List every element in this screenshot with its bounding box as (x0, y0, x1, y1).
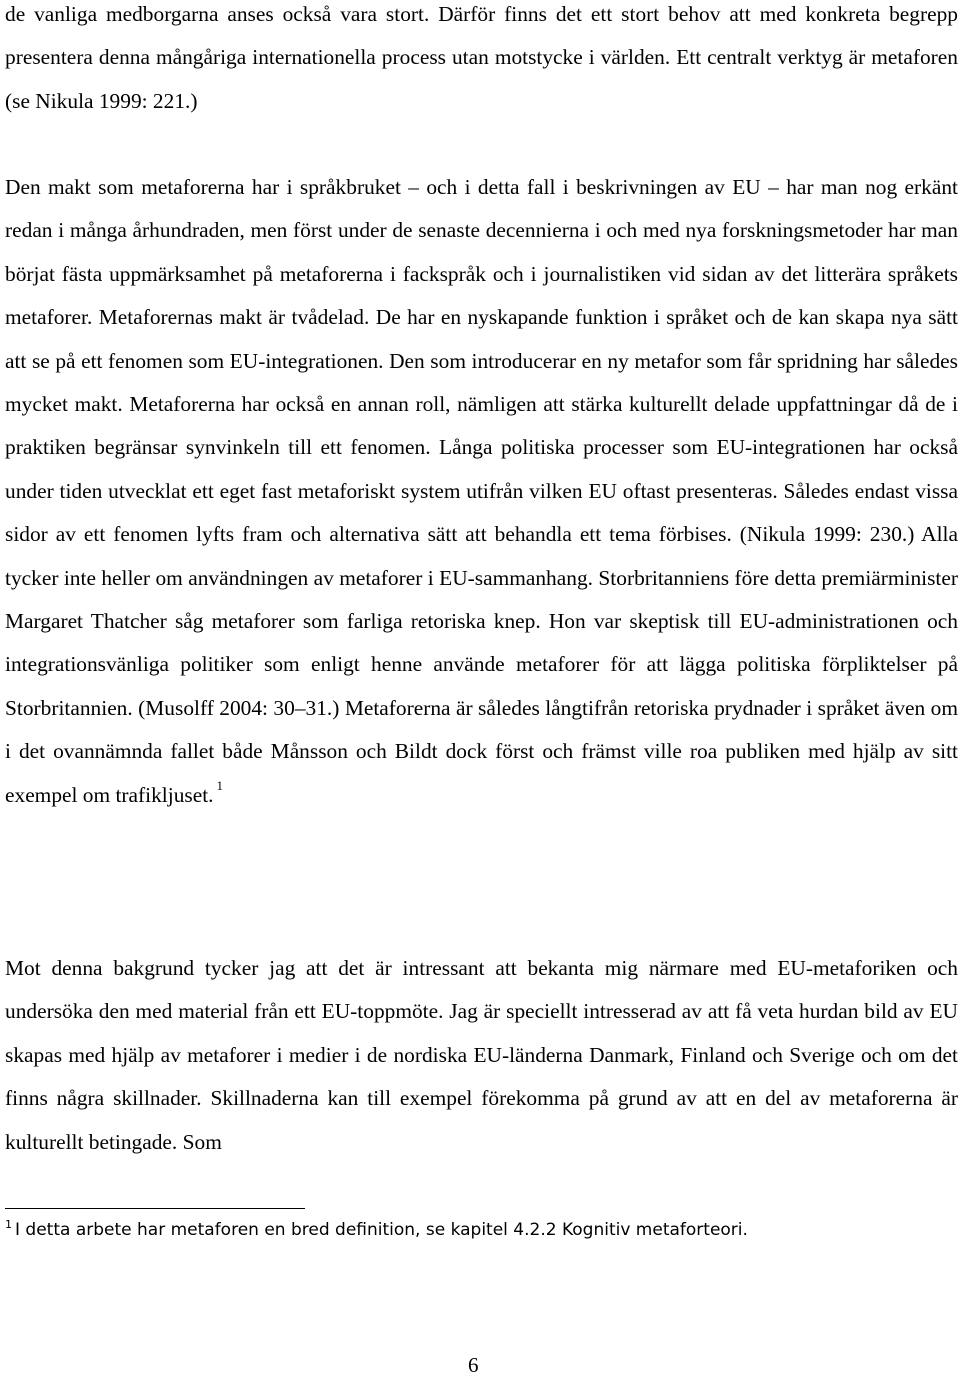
footnote (5, 1215, 958, 1245)
footnote-reference[interactable]: 1 (216, 777, 223, 793)
page-number: 6 (468, 1353, 479, 1377)
paragraph-3-text: Mot denna bakgrund tycker jag att det är intressant att bekanta mig närmare med EU-metaforiken och undersöka den med material från ett EU-toppmöte. Jag är speciellt intresserad av att få veta hurdan bild av EU skapas med hjälp av metaforer i medier i de nordiska EU-länderna Danmark, Finland och Sverige och om det finns några skillnader. Skillnaderna kan till exempel förekomma på grund av att en del av metaforerna är kulturellt betingade. Som (5, 956, 958, 1154)
paragraph-1 (5, 0, 958, 123)
paragraph-2 (5, 166, 958, 817)
paragraph-3 (5, 947, 958, 1164)
paragraph-1-text: de vanliga medborgarna anses också vara stort. Därför finns det ett stort behov att med konkreta begrepp presentera denna mångåriga internationella process utan motstycke i världen. Ett centralt verktyg är metaforen (se Nikula 1999: 221.) (5, 2, 958, 113)
paragraph-2-text: Den makt som metaforerna har i språkbruket – och i detta fall i beskrivningen av EU – har man nog erkänt redan i många århundraden, men först under de senaste decennierna i och med nya forskningsmetoder har man börjat fästa uppmärksamhet på metaforerna i fackspråk och i journalistiken vid sidan av det litterära språkets metaforer. Metaforernas makt är tvådelad. De har en nyskapande funktion i språket och de kan skapa nya sätt att se på ett fenomen som EU-integrationen. Den som introducerar en ny metafor som får spridning har således mycket makt. Metaforerna har också en annan roll, nämligen att stärka kulturellt delade uppfattningar då de i praktiken begränsar synvinkeln till ett fenomen. Långa politiska processer som EU-integrationen har också under tiden utvecklat ett eget fast metaforiskt system utifrån vilken EU oftast presenteras. Således endast vissa sidor av ett fenomen lyfts fram och alternativa sätt att behandla ett tema förbises. (Nikula 1999: 230.) Alla tycker inte heller om användningen av metaforer i EU-sammanhang. Storbritanniens före detta premiärminister Margaret Thatcher såg metaforer som farliga retoriska knep. Hon var skeptisk till EU-administrationen och integrationsvänliga politiker som enligt henne använde metaforer för att lägga politiska förpliktelser på Storbritannien. (Musolff 2004: 30–31.) Metaforerna är således långtifrån retoriska prydnader i språket även om i det ovannämnda fallet både Månsson och Bildt dock först och främst ville roa publiken med hjälp av sitt exempel om trafikljuset. (5, 175, 958, 807)
footnote-text: I detta arbete har metaforen en bred definition, se kapitel 4.2.2 Kognitiv metaforteori. (15, 1220, 748, 1240)
footnote-mark: 1 (5, 1218, 12, 1231)
footnote-separator (5, 1208, 305, 1209)
